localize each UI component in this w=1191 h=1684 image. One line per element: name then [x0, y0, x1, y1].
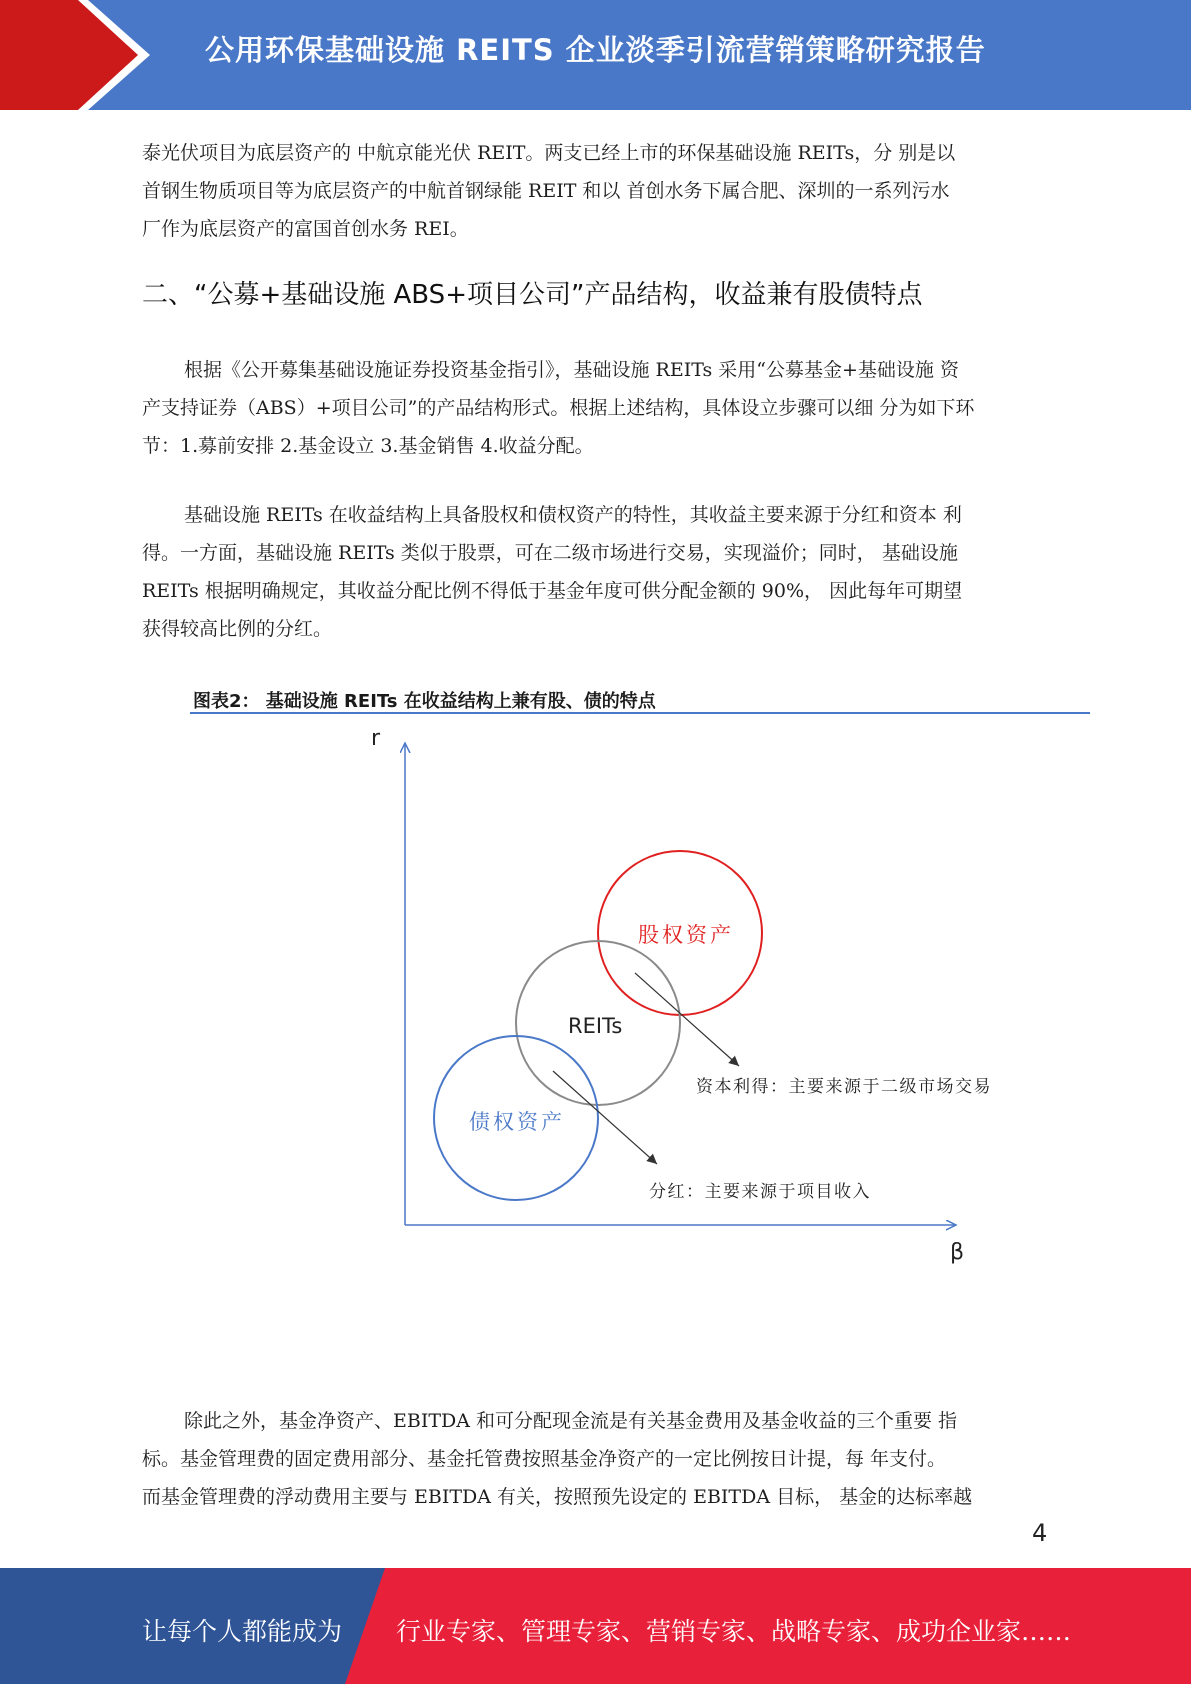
- paragraph-line: 节：1.募前安排 2.基金设立 3.基金销售 4.收益分配。: [142, 435, 594, 457]
- reits-label: REITs: [568, 1014, 623, 1038]
- paragraph-line: 除此之外，基金净资产、EBITDA 和可分配现金流是有关基金费用及基金收益的三个重要 指: [184, 1410, 958, 1432]
- y-axis-label: r: [371, 726, 381, 751]
- paragraph-line: 标。基金管理费的固定费用部分、基金托管费按照基金净资产的一定比例按日计提，每 年支付。: [142, 1448, 947, 1470]
- paragraph-4: [142, 1402, 1047, 1516]
- paragraph-line: 根据《公开募集基础设施证券投资基金指引》，基础设施 REITs 采用“公募基金+基础设施 资: [184, 359, 959, 381]
- paragraph-3: [142, 496, 1047, 648]
- header-red-chevron: [0, 0, 150, 110]
- paragraph-line: 首钢生物质项目等为底层资产的中航首钢绿能 REIT 和以 首创水务下属合肥、深圳的一系列污水: [142, 180, 950, 202]
- dividend-annotation: 分红：主要来源于项目收入: [649, 1182, 871, 1202]
- paragraph-line: 泰光伏项目为底层资产的 中航京能光伏 REIT。两支已经上市的环保基础设施 REITs，分 别是以: [142, 142, 956, 164]
- paragraph-line: 基础设施 REITs 在收益结构上具备股权和债权资产的特性，其收益主要来源于分红和资本 利: [184, 504, 962, 526]
- paragraph-1: [142, 134, 1047, 248]
- dividend-arrow: [553, 1071, 657, 1164]
- footer-slogan-right: 行业专家、管理专家、营销专家、战略专家、成功企业家……: [396, 1617, 1072, 1646]
- paragraph-line: REITs 根据明确规定，其收益分配比例不得低于基金年度可供分配金额的 90%， 因此每年可期望: [142, 580, 963, 602]
- x-axis-label: β: [950, 1240, 965, 1265]
- paragraph-line: 产支持证券（ABS）+项目公司”的产品结构形式。根据上述结构，具体设立步骤可以细 分为如下环: [142, 397, 975, 419]
- paragraph-2: [142, 351, 1047, 465]
- capital-gain-arrow: [635, 973, 739, 1066]
- paragraph-line: 而基金管理费的浮动费用主要与 EBITDA 有关，按照预先设定的 EBITDA 目标， 基金的达标率越: [142, 1486, 973, 1508]
- paragraph-line: 厂作为底层资产的富国首创水务 REI。: [142, 218, 469, 240]
- section-heading: 二、“公募+基础设施 ABS+项目公司”产品结构，收益兼有股债特点: [142, 280, 923, 310]
- debt-asset-label: 债权资产: [469, 1110, 565, 1134]
- figure-title: 图表2： 基础设施 REITs 在收益结构上兼有股、债的特点: [193, 691, 656, 712]
- paragraph-line: 获得较高比例的分红。: [142, 618, 333, 640]
- paragraph-line: 得。一方面，基础设施 REITs 类似于股票，可在二级市场进行交易，实现溢价；同时， 基础设施: [142, 542, 958, 564]
- report-title: 公用环保基础设施 REITS 企业淡季引流营销策略研究报告: [205, 33, 986, 67]
- page-number: 4: [1032, 1519, 1048, 1547]
- capital-gain-annotation: 资本利得：主要来源于二级市场交易: [696, 1077, 992, 1097]
- footer-slogan-left: 让每个人都能成为: [142, 1617, 343, 1646]
- equity-asset-label: 股权资产: [638, 923, 734, 947]
- reits-structure-diagram: [190, 720, 1090, 1280]
- figure-title-rule: [190, 712, 1090, 714]
